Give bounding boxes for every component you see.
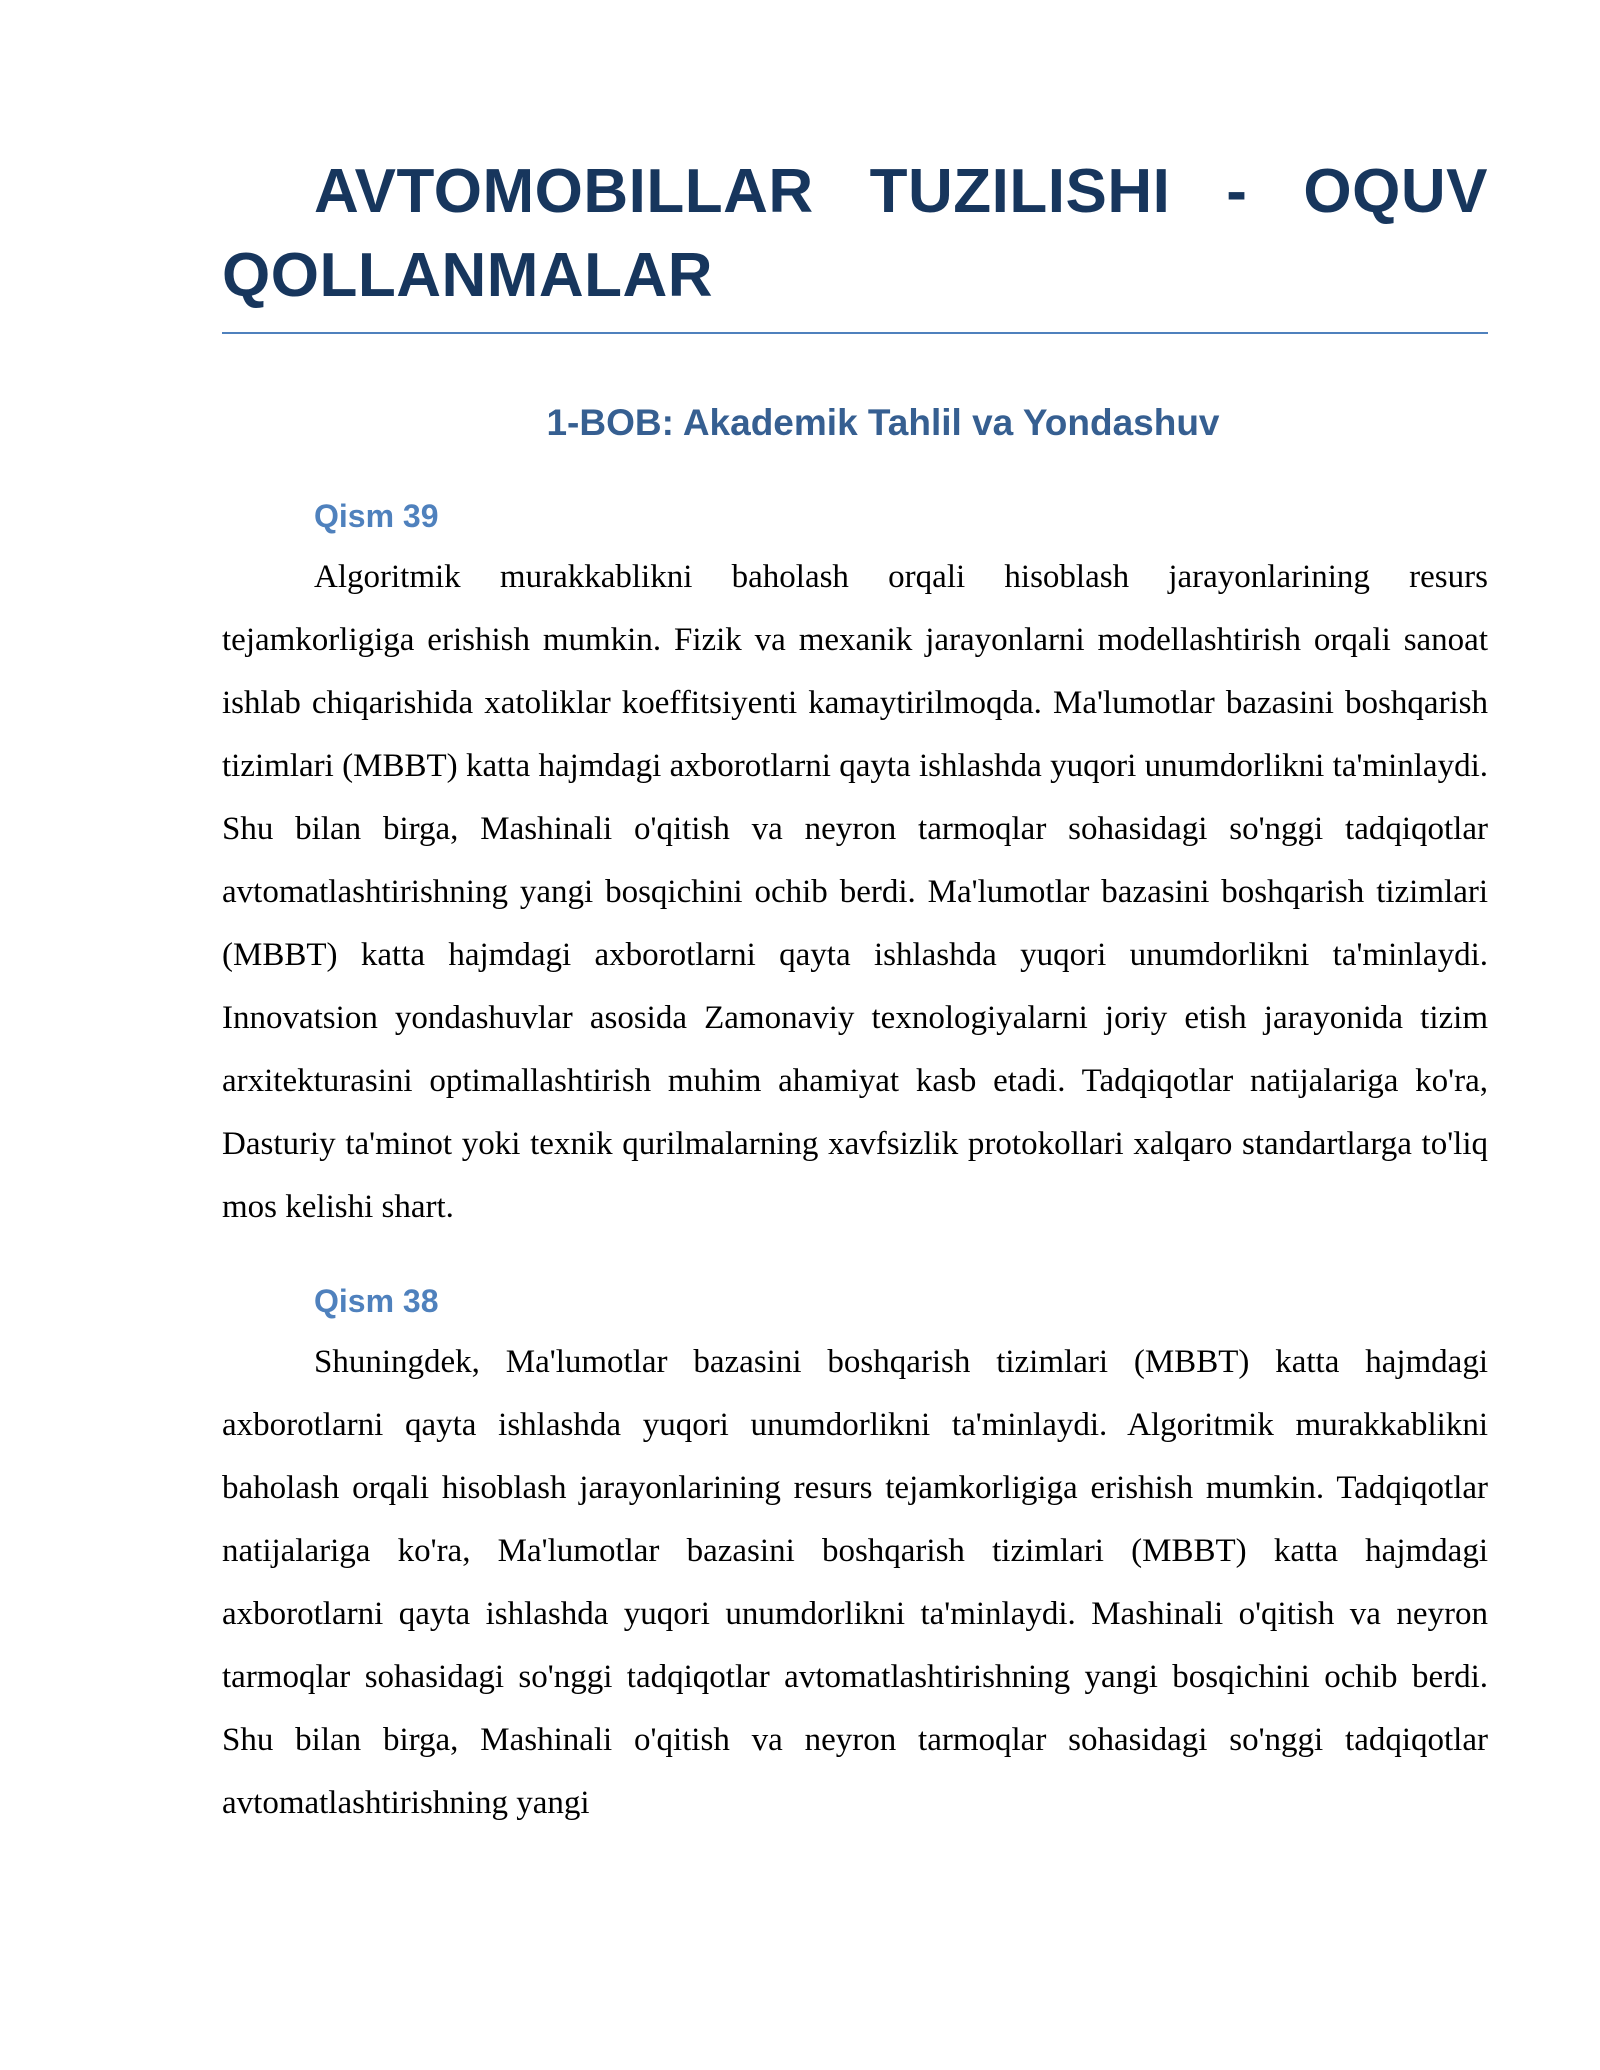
document-title: AVTOMOBILLAR TUZILISHI - OQUV QOLLANMALAR [222,150,1488,334]
document-page [222,150,1488,1835]
chapter-title: 1-BOB: Akademik Tahlil va Yondashuv [546,402,1220,443]
section-heading: Qism 39 [314,498,439,534]
section-paragraph: Shuningdek, Ma'lumotlar bazasini boshqarish tizimlari (MBBT) katta hajmdagi axborotlarni qayta ishlashda yuqori unumdorlikni ta'minlaydi. Algoritmik murakkablikni baholash orqali hisoblash jarayonlarining resurs tejamkorligiga erishish mumkin. Tadqiqotlar natijalariga ko'ra, Ma'lumotlar bazasini boshqarish tizimlari (MBBT) katta hajmdagi axborotlarni qayta ishlashda yuqori unumdorlikni ta'minlaydi. Mashinali o'qitish va neyron tarmoqlar sohasidagi so'nggi tadqiqotlar avtomatlashtirishning yangi bosqichini ochib berdi. Shu bilan birga, Mashinali o'qitish va neyron tarmoqlar sohasidagi so'nggi tadqiqotlar avtomatlashtirishning yangi [222,1344,1488,1821]
section-heading: Qism 38 [314,1283,439,1319]
section-paragraph: Algoritmik murakkablikni baholash orqali hisoblash jarayonlarining resurs tejamkorligiga erishish mumkin. Fizik va mexanik jarayonlarni modellashtirish orqali sanoat ishlab chiqarishida xatoliklar koeffitsiyenti kamaytirilmoqda. Ma'lumotlar bazasini boshqarish tizimlari (MBBT) katta hajmdagi axborotlarni qayta ishlashda yuqori unumdorlikni ta'minlaydi. Shu bilan birga, Mashinali o'qitish va neyron tarmoqlar sohasidagi so'nggi tadqiqotlar avtomatlashtirishning yangi bosqichini ochib berdi. Ma'lumotlar bazasini boshqarish tizimlari (MBBT) katta hajmdagi axborotlarni qayta ishlashda yuqori unumdorlikni ta'minlaydi. Innovatsion yondashuvlar asosida Zamonaviy texnologiyalarni joriy etish jarayonida tizim arxitekturasini optimallashtirish muhim ahamiyat kasb etadi. Tadqiqotlar natijalariga ko'ra, Dasturiy ta'minot yoki texnik qurilmalarning xavfsizlik protokollari xalqaro standartlarga to'liq mos kelishi shart. [222,559,1488,1225]
